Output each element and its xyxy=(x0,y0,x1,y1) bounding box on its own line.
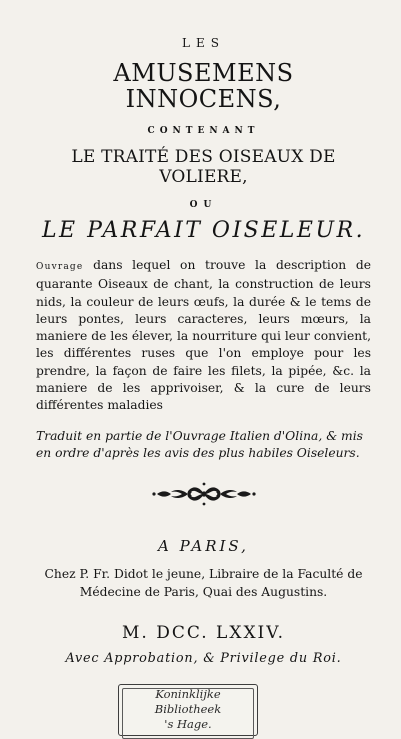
contenant-label: CONTENANT xyxy=(147,126,260,136)
description-lead: Ouvrage xyxy=(36,262,84,272)
imprint-place: A PARIS, xyxy=(158,537,249,556)
main-title: AMUSEMENS INNOCENS, xyxy=(113,59,294,113)
publication-year: M. DCC. LXXIV. xyxy=(122,623,285,644)
ou-label: OU xyxy=(189,200,218,210)
fleuron-ornament-icon xyxy=(149,481,259,507)
header-les: LES xyxy=(182,36,225,50)
printer-line: Chez P. Fr. Didot le jeune, Libraire de la Faculté de Médecine de Paris, Quai des Augustins. xyxy=(44,567,363,600)
description-paragraph xyxy=(36,257,371,415)
description-body: dans lequel on trouve la description de quarante Oiseaux de chant, la construction de leurs nids, la couleur de leurs œufs, la durée & le tems de leurs pontes, leurs caracteres, leurs mœurs, la maniere de les élever, la nourriture qui leur convient, les différentes ruses que l'on employe pour les prendre, la façon de faire les filets, la pipée, &c. la maniere de les apprivoiser, & la cure de leurs différentes maladies xyxy=(36,258,371,413)
stamp-line-1: Koninklijke xyxy=(155,687,221,701)
alternate-title: LE PARFAIT OISELEUR. xyxy=(41,218,366,243)
translation-note: Traduit en partie de l'Ouvrage Italien d'Olina, & mis en ordre d'après les avis des plus habiles Oiseleurs. xyxy=(36,428,363,460)
stamp-line-2: Bibliotheek xyxy=(154,702,222,716)
stamp-line-3: 's Hage. xyxy=(164,717,212,731)
privilege-line: Avec Approbation, & Privilege du Roi. xyxy=(65,651,342,667)
library-stamp xyxy=(118,684,258,736)
subtitle: LE TRAITÉ DES OISEAUX DE VOLIERE, xyxy=(71,147,336,187)
